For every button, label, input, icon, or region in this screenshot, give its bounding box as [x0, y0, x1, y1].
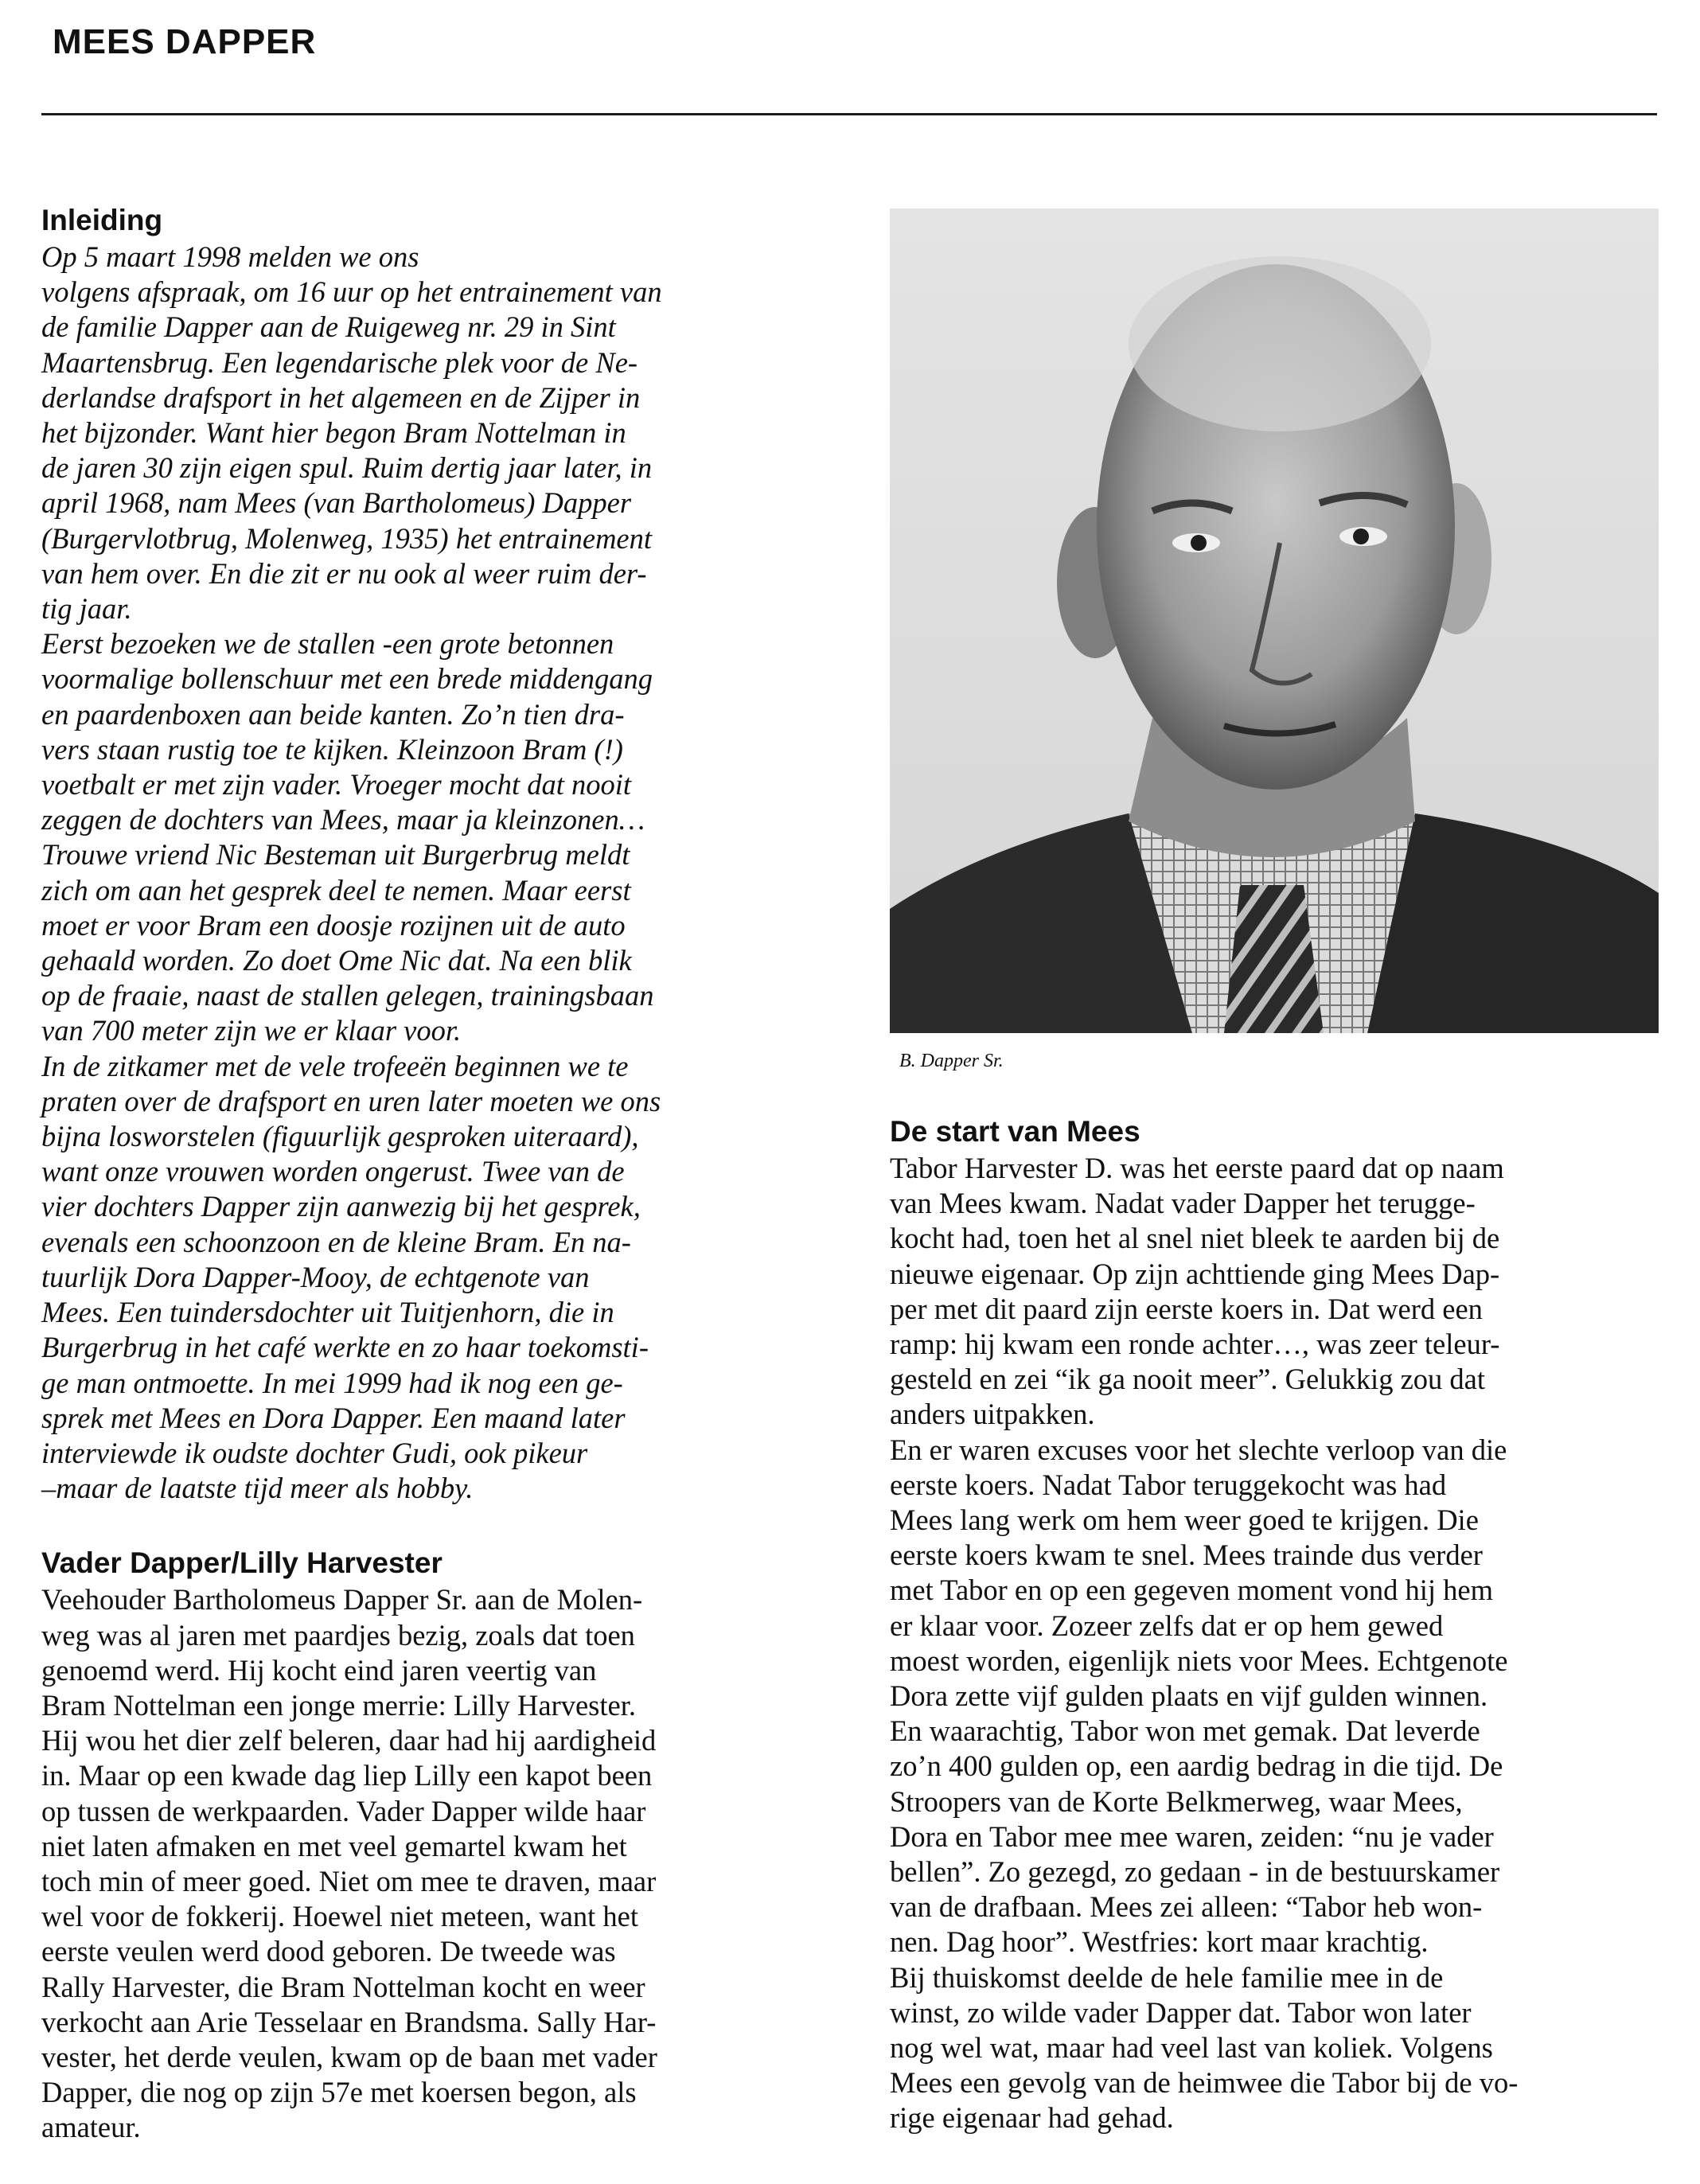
header-rule — [41, 113, 1657, 115]
portrait-photo — [890, 209, 1659, 1033]
intro-paragraph: Op 5 maart 1998 melden we ons volgens afspraak, om 16 uur op het entrainement van de familie Dapper aan de Ruigeweg nr. 29 in Sint Maartensbrug. Een legendarische plek voor de Ne- derlandse drafsport in het algemeen en de Zijper in het bijzonder. Want hier begon Bram Nottelman in de jaren 30 zijn eigen spul. Ruim dertig jaar later, in april 1968, nam Mees (van Bartholomeus) Dapper (Burgervlotbrug, Molenweg, 1935) het entrainement van hem over. En die zit er nu ook al weer ruim der- tig jaar. Eerst bezoeken we de stallen -een grote betonnen voormalige bollenschuur met een brede middengang en paardenboxen aan beide kanten. Zo’n tien dra- vers staan rustig toe te kijken. Kleinzoon Bram (!) voetbalt er met zijn vader. Vroeger mocht dat nooit zeggen de dochters van Mees, maar ja kleinzonen… Trouwe vriend Nic Besteman uit Burgerbrug meldt zich om aan het gesprek deel te nemen. Maar eerst moet er voor Bram een doosje rozijnen uit de auto gehaald worden. Zo doet Ome Nic dat. Na een blik op de fraaie, naast de stallen gelegen, trainingsbaan van 700 meter zijn we er klaar voor. In de zitkamer met de vele trofeeën beginnen we te praten over de drafsport en uren later moeten we ons bijna losworstelen (figuurlijk gesproken uiteraard), want onze vrouwen worden ongerust. Twee van de vier dochters Dapper zijn aanwezig bij het gesprek, evenals een schoonzoon en de kleine Bram. En na- tuurlijk Dora Dapper-Mooy, de echtgenote van Mees. Een tuindersdochter uit Tuitjenhorn, die in Burgerbrug in het café werkte en zo haar toekomsti- ge man ontmoette. In mei 1999 had ik nog een ge- sprek met Mees en Dora Dapper. Een maand later interviewde ik oudste dochter Gudi, ook pikeur –maar de laatste tijd meer als hobby. — [41, 240, 662, 1505]
photo-caption: B. Dapper Sr. — [899, 1051, 1004, 1071]
left-column — [41, 203, 805, 2146]
page-title: MEES DAPPER — [53, 22, 317, 61]
start-paragraph: Tabor Harvester D. was het eerste paard dat op naam van Mees kwam. Nadat vader Dapper het terugge- kocht had, toen het al snel niet bleek te aarden bij de nieuwe eigenaar. Op zijn achttiende ging Mees Dap- per met dit paard zijn eerste koers in. Dat werd een ramp: hij kwam een ronde achter…, was zeer teleur- gesteld en zei “ik ga nooit meer”. Gelukkig zou dat anders uitpakken. En er waren excuses voor het slechte verloop van die eerste koers. Nadat Tabor teruggekocht was had Mees lang werk om hem weer goed te krijgen. Die eerste koers kwam te snel. Mees trainde dus verder met Tabor en op een gegeven moment vond hij hem er klaar voor. Zozeer zelfs dat er op hem gewed moest worden, eigenlijk niets voor Mees. Echtgenote Dora zette vijf gulden plaats en vijf gulden winnen. En waarachtig, Tabor won met gemak. Dat leverde zo’n 400 gulden op, een aardig bedrag in die tijd. De Stroopers van de Korte Belkmerweg, waar Mees, Dora en Tabor mee mee waren, zeiden: “nu je vader bellen”. Zo gezegd, zo gedaan - in de bestuurskamer van de drafbaan. Mees zei alleen: “Tabor heb won- nen. Dag hoor”. Westfries: kort maar krachtig. Bij thuiskomst deelde de hele familie mee in de winst, zo wilde vader Dapper dat. Tabor won later nog wel wat, maar had veel last van koliek. Volgens Mees een gevolg van de heimwee die Tabor bij de vo- rige eigenaar had gehad. — [890, 1152, 1519, 2135]
section-heading-start: De start van Mees — [890, 1115, 1140, 1148]
section-heading-vader: Vader Dapper/Lilly Harvester — [41, 1546, 443, 1580]
vader-paragraph: Veehouder Bartholomeus Dapper Sr. aan de Molen- weg was al jaren met paardjes bezig, zoals dat toen genoemd werd. Hij kocht eind jaren veertig van Bram Nottelman een jonge merrie: Lilly Harvester. Hij wou het dier zelf beleren, daar had hij aardigheid in. Maar op een kwade dag liep Lilly een kapot been op tussen de werkpaarden. Vader Dapper wilde haar niet laten afmaken en met veel gemartel kwam het toch min of meer goed. Niet om mee te draven, maar wel voor de fokkerij. Hoewel niet meteen, want het eerste veulen werd dood geboren. De tweede was Rally Harvester, die Bram Nottelman kocht en weer verkocht aan Arie Tesselaar en Brandsma. Sally Har- vester, het derde veulen, kwam op de baan met vader Dapper, die nog op zijn 57e met koersen begon, als amateur. — [41, 1583, 657, 2144]
section-gap — [41, 1506, 805, 1546]
section-heading-intro: Inleiding — [41, 204, 163, 236]
right-column — [890, 1114, 1659, 2136]
